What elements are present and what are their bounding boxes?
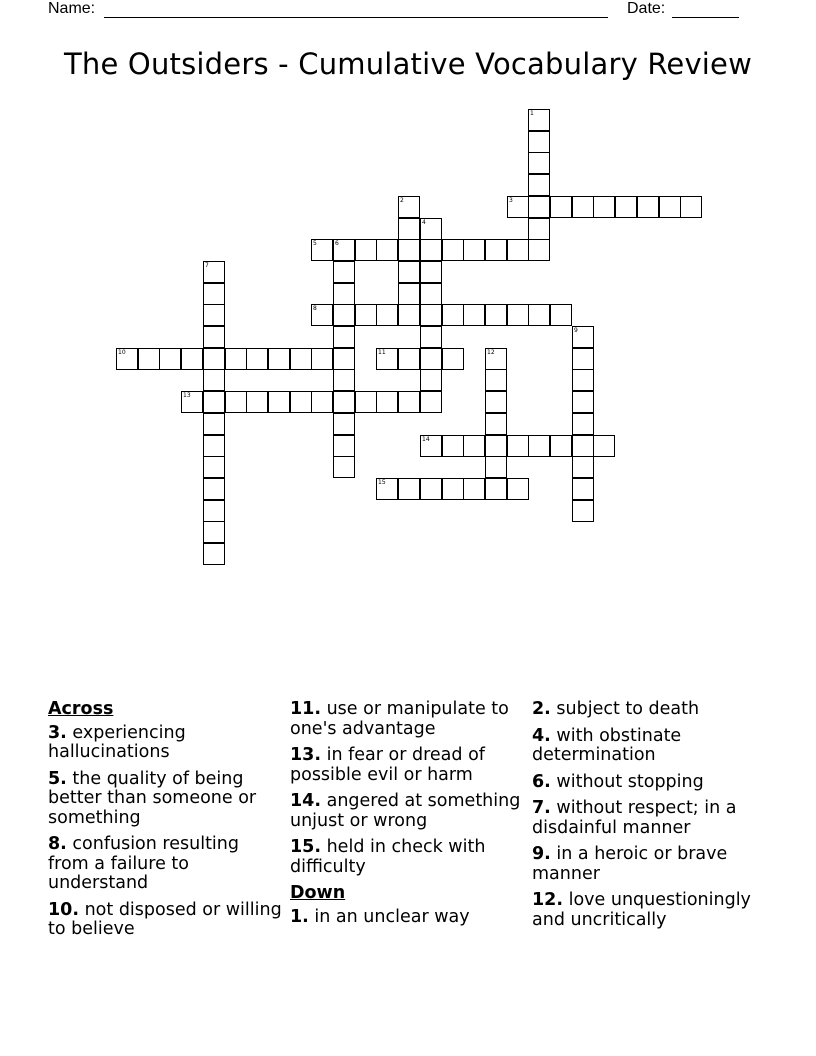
name-label: Name: [48, 0, 96, 17]
clue-across-10 [48, 901, 283, 940]
clue-number: 12. [532, 890, 564, 910]
crossword-cell[interactable] [290, 348, 312, 370]
crossword-cell[interactable] [593, 196, 615, 218]
crossword-cell[interactable] [485, 391, 507, 413]
crossword-cell[interactable] [420, 369, 442, 391]
crossword-cell[interactable] [203, 304, 225, 326]
crossword-cell[interactable] [507, 435, 529, 457]
crossword-cell[interactable] [572, 391, 594, 413]
crossword-cell[interactable] [333, 261, 355, 283]
crossword-cell[interactable] [572, 326, 594, 348]
crossword-cell[interactable] [333, 304, 355, 326]
crossword-cell[interactable] [225, 391, 247, 413]
crossword-cell[interactable] [355, 304, 377, 326]
cell-number: 3 [509, 197, 513, 204]
crossword-cell[interactable] [528, 304, 550, 326]
crossword-cell[interactable] [376, 239, 398, 261]
crossword-cell[interactable] [333, 391, 355, 413]
crossword-cell[interactable] [333, 348, 355, 370]
clue-down-12 [532, 891, 767, 930]
clue-across-15 [290, 838, 525, 877]
clue-number: 7. [532, 798, 551, 818]
clue-number: 5. [48, 768, 67, 789]
clue-text: without stopping [556, 771, 704, 792]
crossword-cell[interactable] [528, 196, 550, 218]
crossword-cell[interactable] [376, 391, 398, 413]
crossword-cell[interactable] [203, 369, 225, 391]
crossword-cell[interactable] [203, 283, 225, 305]
crossword-cell[interactable] [203, 456, 225, 478]
cell-number: 9 [574, 327, 578, 334]
crossword-cell[interactable] [355, 391, 377, 413]
clue-number: 6. [532, 771, 551, 792]
clue-down-7 [532, 799, 767, 838]
crossword-cell[interactable] [420, 283, 442, 305]
crossword-cell[interactable] [550, 304, 572, 326]
clue-column-1 [48, 700, 283, 947]
clue-across-5 [48, 770, 283, 829]
crossword-cell[interactable] [398, 478, 420, 500]
crossword-cell[interactable] [138, 348, 160, 370]
crossword-cell[interactable] [311, 304, 333, 326]
cell-number: 10 [118, 349, 126, 356]
crossword-cell[interactable] [290, 391, 312, 413]
crossword-cell[interactable] [507, 304, 529, 326]
cell-number: 14 [422, 436, 430, 443]
page-title: The Outsiders - Cumulative Vocabulary Review [63, 47, 753, 81]
across-heading: Across [48, 699, 114, 719]
crossword-cell[interactable] [572, 196, 594, 218]
crossword-cell[interactable] [355, 239, 377, 261]
cell-number: 2 [400, 197, 404, 204]
clue-down-2 [532, 700, 767, 720]
clue-text: in an unclear way [314, 906, 470, 927]
clue-text: the quality of being better than someone or something [48, 768, 257, 828]
clue-down-6 [532, 773, 767, 793]
crossword-cell[interactable] [420, 391, 442, 413]
crossword-cell[interactable] [203, 348, 225, 370]
crossword-cell[interactable] [398, 196, 420, 218]
crossword-cell[interactable] [485, 413, 507, 435]
clue-text: confusion resulting from a failure to understand [48, 834, 239, 893]
clue-number: 13. [290, 745, 322, 765]
crossword-cell[interactable] [333, 456, 355, 478]
crossword-cell[interactable] [203, 521, 225, 543]
crossword-cell[interactable] [376, 478, 398, 500]
clue-text: experiencing hallucinations [48, 722, 186, 762]
crossword-cell[interactable] [246, 348, 268, 370]
crossword-cell[interactable] [572, 435, 594, 457]
clue-text: use or manipulate to one's advantage [290, 699, 509, 739]
crossword-cell[interactable] [203, 413, 225, 435]
clue-text: in fear or dread of possible evil or harm [290, 745, 485, 785]
clue-number: 14. [290, 791, 322, 811]
crossword-cell[interactable] [398, 239, 420, 261]
crossword-cell[interactable] [637, 196, 659, 218]
crossword-cell[interactable] [420, 478, 442, 500]
crossword-cell[interactable] [333, 239, 355, 261]
crossword-cell[interactable] [572, 500, 594, 522]
clue-text: without respect; in a disdainful manner [532, 798, 737, 838]
crossword-cell[interactable] [420, 326, 442, 348]
crossword-cell[interactable] [550, 196, 572, 218]
crossword-cell[interactable] [420, 261, 442, 283]
crossword-cell[interactable] [203, 478, 225, 500]
crossword-cell[interactable] [420, 239, 442, 261]
crossword-cell[interactable] [572, 369, 594, 391]
crossword-cell[interactable] [528, 131, 550, 153]
crossword-cell[interactable] [333, 283, 355, 305]
clue-number: 15. [290, 837, 322, 857]
crossword-cell[interactable] [268, 348, 290, 370]
crossword-cell[interactable] [203, 435, 225, 457]
crossword-cell[interactable] [398, 304, 420, 326]
clue-text: subject to death [556, 699, 700, 719]
date-label: Date: [627, 0, 666, 17]
crossword-cell[interactable] [333, 369, 355, 391]
crossword-cell[interactable] [485, 456, 507, 478]
crossword-cell[interactable] [159, 348, 181, 370]
crossword-cell[interactable] [463, 478, 485, 500]
crossword-cell[interactable] [203, 391, 225, 413]
crossword-cell[interactable] [485, 435, 507, 457]
crossword-cell[interactable] [116, 348, 138, 370]
crossword-cell[interactable] [442, 348, 464, 370]
clue-text: angered at something unjust or wrong [290, 791, 521, 831]
crossword-cell[interactable] [528, 109, 550, 131]
clue-column-2 [290, 700, 525, 934]
crossword-cell[interactable] [528, 174, 550, 196]
clue-down-1 [290, 908, 525, 928]
crossword-cell[interactable] [311, 348, 333, 370]
crossword-cell[interactable] [485, 478, 507, 500]
crossword-cell[interactable] [615, 196, 637, 218]
clue-text: not disposed or willing to believe [48, 899, 282, 939]
clue-down-9 [532, 845, 767, 884]
crossword-cell[interactable] [572, 413, 594, 435]
crossword-cell[interactable] [420, 348, 442, 370]
crossword-cell[interactable] [420, 218, 442, 240]
cell-number: 7 [205, 262, 209, 269]
crossword-cell[interactable] [572, 456, 594, 478]
clue-across-8 [48, 835, 283, 894]
crossword-cell[interactable] [507, 478, 529, 500]
crossword-cell[interactable] [203, 500, 225, 522]
cell-number: 1 [530, 110, 534, 117]
cell-number: 13 [183, 392, 191, 399]
clue-down-4 [532, 727, 767, 766]
crossword-cell[interactable] [311, 391, 333, 413]
crossword-cell[interactable] [485, 304, 507, 326]
crossword-cell[interactable] [507, 196, 529, 218]
clue-across-13 [290, 746, 525, 785]
crossword-cell[interactable] [659, 196, 681, 218]
clue-number: 10. [48, 899, 80, 920]
crossword-cell[interactable] [442, 304, 464, 326]
crossword-cell[interactable] [420, 435, 442, 457]
crossword-cell[interactable] [181, 348, 203, 370]
crossword-cell[interactable] [680, 196, 702, 218]
crossword-cell[interactable] [333, 435, 355, 457]
crossword-cell[interactable] [550, 435, 572, 457]
crossword-cell[interactable] [246, 391, 268, 413]
clue-text: with obstinate determination [532, 725, 682, 765]
crossword-cell[interactable] [420, 304, 442, 326]
clue-number: 2. [532, 699, 551, 719]
crossword-cell[interactable] [398, 348, 420, 370]
crossword-cell[interactable] [376, 304, 398, 326]
crossword-cell[interactable] [225, 348, 247, 370]
crossword-cell[interactable] [485, 348, 507, 370]
clue-number: 9. [532, 844, 551, 864]
crossword-cell[interactable] [485, 369, 507, 391]
crossword-cell[interactable] [203, 543, 225, 565]
crossword-cell[interactable] [398, 218, 420, 240]
clue-column-3 [532, 700, 767, 937]
crossword-cell[interactable] [376, 348, 398, 370]
clue-text: held in check with difficulty [290, 837, 486, 877]
clue-number: 3. [48, 722, 67, 743]
cell-number: 8 [313, 305, 317, 312]
crossword-cell[interactable] [268, 391, 290, 413]
clue-across-11 [290, 700, 525, 739]
crossword-cell[interactable] [398, 391, 420, 413]
clue-number: 1. [290, 906, 309, 927]
clue-number: 8. [48, 834, 67, 854]
crossword-cell[interactable] [333, 413, 355, 435]
cell-number: 15 [378, 479, 386, 486]
crossword-cell[interactable] [442, 478, 464, 500]
clue-text: love unquestioningly and uncritically [532, 890, 751, 930]
crossword-cell[interactable] [181, 391, 203, 413]
crossword-cell[interactable] [398, 261, 420, 283]
cell-number: 4 [422, 219, 426, 226]
clue-across-14 [290, 792, 525, 831]
crossword-cell[interactable] [398, 283, 420, 305]
clue-text: in a heroic or brave manner [532, 844, 728, 884]
crossword-cell[interactable] [442, 435, 464, 457]
crossword-cell[interactable] [572, 478, 594, 500]
crossword-cell[interactable] [203, 261, 225, 283]
cell-number: 11 [378, 349, 386, 356]
crossword-cell[interactable] [528, 435, 550, 457]
cell-number: 6 [335, 240, 339, 247]
crossword-cell[interactable] [485, 239, 507, 261]
crossword-cell[interactable] [572, 348, 594, 370]
crossword-cell[interactable] [528, 152, 550, 174]
crossword-cell[interactable] [507, 239, 529, 261]
down-heading: Down [290, 883, 346, 903]
crossword-cell[interactable] [311, 239, 333, 261]
crossword-cell[interactable] [528, 218, 550, 240]
cell-number: 5 [313, 240, 317, 247]
crossword-cell[interactable] [442, 239, 464, 261]
crossword-cell[interactable] [203, 326, 225, 348]
crossword-cell[interactable] [528, 239, 550, 261]
crossword-cell[interactable] [463, 304, 485, 326]
clue-across-3 [48, 724, 283, 763]
clue-number: 4. [532, 725, 551, 746]
clue-number: 11. [290, 699, 322, 719]
crossword-cell[interactable] [463, 239, 485, 261]
crossword-cell[interactable] [463, 435, 485, 457]
cell-number: 12 [487, 349, 495, 356]
crossword-cell[interactable] [593, 435, 615, 457]
crossword-cell[interactable] [333, 326, 355, 348]
